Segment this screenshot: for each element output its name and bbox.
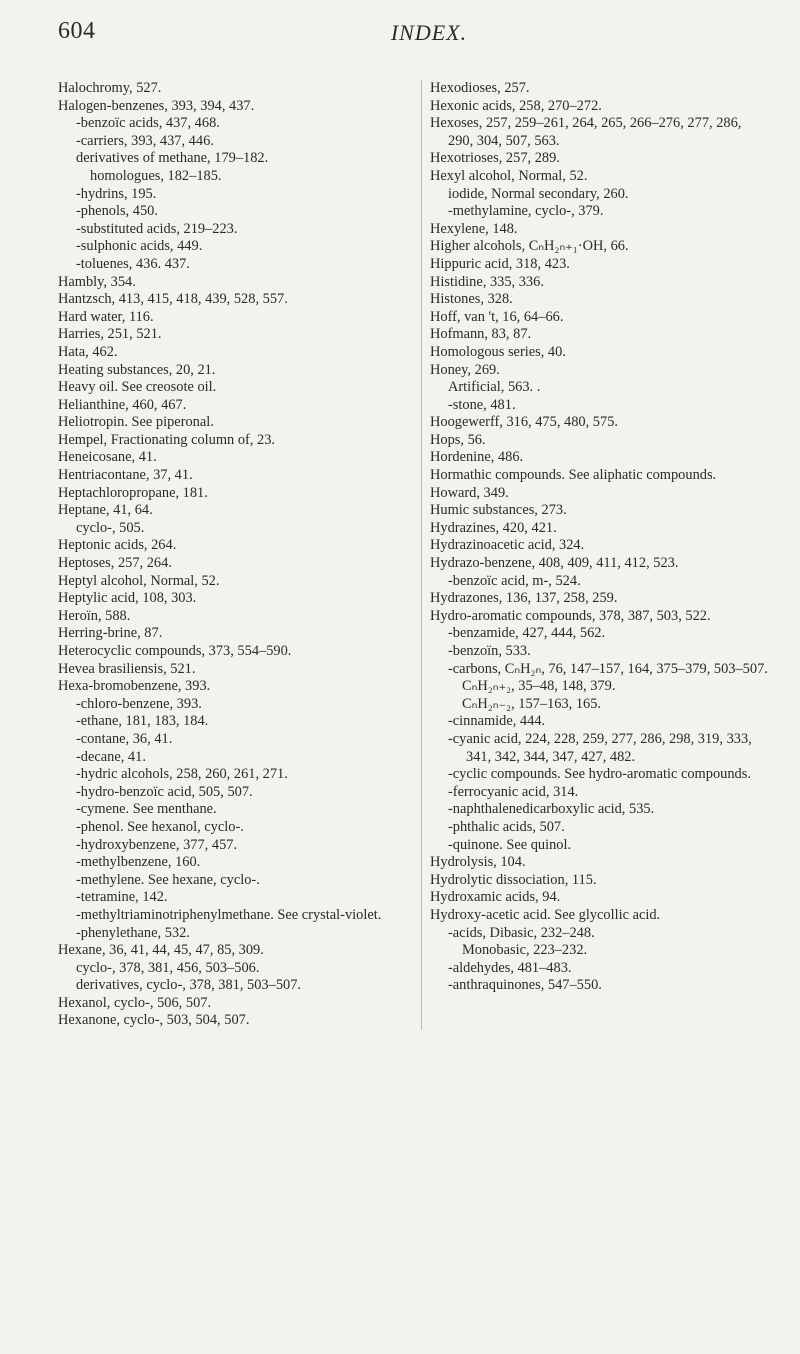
index-entry: -methyltriaminotriphenylmethane. See crystal-violet. (76, 906, 382, 923)
index-entry: Heliotropin. See piperonal. (58, 414, 214, 431)
index-entry: -benzoïc acids, 437, 468. (76, 115, 220, 132)
index-entry: Heptane, 41, 64. (58, 502, 153, 519)
index-entry: Halogen-benzenes, 393, 394, 437. (58, 97, 255, 114)
index-entry: Harries, 251, 521. (58, 326, 162, 343)
index-entry: Hexyl alcohol, Normal, 52. (430, 167, 588, 184)
index-entry: cyclo-, 505. (76, 519, 145, 536)
index-entry: -carbons, CₙH₂ₙ, 76, 147–157, 164, 375–379, 503–507. (448, 660, 768, 677)
index-entry: -cymene. See menthane. (76, 801, 217, 818)
index-entry: Histidine, 335, 336. (430, 273, 544, 290)
index-entry: Hambly, 354. (58, 273, 136, 290)
index-entry: Hydro-aromatic compounds, 378, 387, 503, 522. (430, 607, 711, 624)
index-entry: -ferrocyanic acid, 314. (448, 783, 579, 800)
index-entry: Helianthine, 460, 467. (58, 396, 187, 413)
index-columns (58, 80, 770, 1030)
index-entry: -stone, 481. (448, 396, 516, 413)
running-head: INDEX. (390, 20, 468, 45)
index-entry: Heptoses, 257, 264. (58, 555, 172, 572)
index-entry: Hexotrioses, 257, 289. (430, 150, 560, 167)
index-entry: -hydroxybenzene, 377, 457. (76, 836, 238, 853)
index-entry: -methylamine, cyclo-, 379. (448, 203, 604, 220)
index-entry: Hydrazo-benzene, 408, 409, 411, 412, 523. (430, 555, 679, 572)
index-entry: -benzoïn, 533. (448, 643, 531, 659)
index-entry: Hofmann, 83, 87. (430, 326, 532, 343)
index-entry: CₙH₂ₙ₋₂, 157–163, 165. (462, 695, 602, 712)
index-entry: -phenylethane, 532. (76, 924, 190, 941)
index-entry: -hydro-benzoïc acid, 505, 507. (76, 783, 253, 800)
index-entry: Herring-brine, 87. (58, 625, 163, 642)
index-entry: Hydroxamic acids, 94. (430, 889, 561, 906)
page-number: 604 (58, 18, 96, 44)
index-entry: -chloro-benzene, 393. (76, 695, 202, 712)
index-entry: Hydrolysis, 104. (430, 854, 526, 871)
index-entry: Hevea brasiliensis, 521. (58, 660, 196, 677)
index-entry: -methylene. See hexane, cyclo-. (76, 871, 260, 888)
index-entry: -aldehydes, 481–483. (448, 959, 572, 976)
index-entry: Hydrazines, 420, 421. (430, 519, 557, 536)
index-entry: Artificial, 563. . (448, 379, 541, 396)
index-entry: Heptonic acids, 264. (58, 537, 177, 554)
index-entry: Heptachloropropane, 181. (58, 484, 208, 501)
index-entry: Halochromy, 527. (58, 80, 162, 96)
index-entry: Hydroxy-acetic acid. See glycollic acid. (430, 906, 661, 923)
index-entry: Hexylene, 148. (430, 220, 518, 237)
index-entry: -ethane, 181, 183, 184. (76, 713, 209, 730)
index-entry: -contane, 36, 41. (76, 730, 173, 747)
index-entry: Higher alcohols, CₙH₂ₙ₊₁·OH, 66. (430, 238, 629, 255)
index-entry: derivatives of methane, 179–182. (76, 150, 269, 167)
index-entry: -methylbenzene, 160. (76, 854, 201, 871)
index-entry: Hordenine, 486. (430, 449, 524, 466)
index-entry: Hantzsch, 413, 415, 418, 439, 528, 557. (58, 291, 288, 308)
index-entry: Hexoses, 257, 259–261, 264, 265, 266–276, 277, 286, 290, 304, 507, 563. (430, 115, 742, 149)
index-entry: Heterocyclic compounds, 373, 554–590. (58, 643, 292, 659)
index-entry: Hoff, van 't, 16, 64–66. (430, 308, 564, 325)
index-entry: -substituted acids, 219–223. (76, 220, 238, 237)
index-entry: Hippuric acid, 318, 423. (430, 255, 570, 272)
index-entry: -decane, 41. (76, 748, 146, 765)
index-entry: -benzoïc acid, m-, 524. (448, 572, 581, 589)
index-entry: derivatives, cyclo-, 378, 381, 503–507. (76, 977, 302, 994)
page-header (58, 18, 760, 58)
index-entry: Hoogewerff, 316, 475, 480, 575. (430, 414, 618, 431)
index-entry: -cyclic compounds. See hydro-aromatic compounds. (448, 766, 751, 783)
index-entry: Howard, 349. (430, 484, 509, 501)
index-entry: iodide, Normal secondary, 260. (448, 185, 629, 202)
index-entry: Honey, 269. (430, 361, 500, 378)
index-entry: Hydrolytic dissociation, 115. (430, 871, 597, 888)
index-entry: -quinone. See quinol. (448, 836, 572, 853)
index-entry: -phenols, 450. (76, 203, 158, 220)
index-entry: -anthraquinones, 547–550. (448, 977, 602, 994)
index-entry: -cinnamide, 444. (448, 713, 546, 730)
index-entry: Hempel, Fractionating column of, 23. (58, 431, 276, 448)
index-entry: -benzamide, 427, 444, 562. (448, 625, 606, 642)
index-entry: Heptyl alcohol, Normal, 52. (58, 572, 220, 589)
index-entry: Hata, 462. (58, 343, 118, 360)
index-entry: -toluenes, 436. 437. (76, 255, 190, 272)
index-entry: Homologous series, 40. (430, 343, 566, 360)
index-entry: Hops, 56. (430, 431, 486, 448)
index-entry: -hydrins, 195. (76, 185, 157, 202)
index-entry: -acids, Dibasic, 232–248. (448, 924, 595, 941)
index-entry: -phenol. See hexanol, cyclo-. (76, 818, 244, 835)
index-entry: -carriers, 393, 437, 446. (76, 132, 214, 149)
index-entry: Hentriacontane, 37, 41. (58, 467, 193, 484)
index-entry: homologues, 182–185. (90, 167, 222, 184)
index-entry: Humic substances, 273. (430, 502, 567, 519)
index-entry: Heavy oil. See creosote oil. (58, 379, 217, 396)
index-entry: Histones, 328. (430, 291, 513, 308)
index-entry: Hexanone, cyclo-, 503, 504, 507. (58, 1012, 250, 1029)
index-entry: Heneicosane, 41. (58, 449, 157, 466)
index-entry: -naphthalenedicarboxylic acid, 535. (448, 801, 655, 818)
index-entry: -phthalic acids, 507. (448, 818, 565, 835)
index-entry: -hydric alcohols, 258, 260, 261, 271. (76, 766, 288, 783)
index-entry: -cyanic acid, 224, 228, 259, 277, 286, 298, 319, 333, 341, 342, 344, 347, 427, 482. (448, 730, 752, 765)
index-entry: Monobasic, 223–232. (462, 942, 588, 959)
index-entry: -tetramine, 142. (76, 889, 168, 906)
index-entry: Heroïn, 588. (58, 607, 131, 624)
index-entry: Hexonic acids, 258, 270–272. (430, 97, 602, 114)
index-column-right (421, 80, 770, 1030)
index-entry: CₙH₂ₙ₊₂, 35–48, 148, 379. (462, 678, 616, 695)
index-entry: Hormathic compounds. See aliphatic compounds. (430, 467, 717, 484)
index-entry: Hard water, 116. (58, 308, 154, 325)
index-entry: -sulphonic acids, 449. (76, 238, 203, 255)
index-column-left (58, 80, 408, 1030)
index-entry: Heating substances, 20, 21. (58, 361, 216, 378)
index-entry: Hydrazinoacetic acid, 324. (430, 537, 585, 554)
index-entry: Heptylic acid, 108, 303. (58, 590, 197, 607)
index-entry: Hexane, 36, 41, 44, 45, 47, 85, 309. (58, 942, 264, 959)
index-entry: Hexanol, cyclo-, 506, 507. (58, 994, 212, 1011)
index-entry: Hexodioses, 257. (430, 80, 530, 96)
index-entry: Hexa-bromobenzene, 393. (58, 678, 211, 695)
index-entry: cyclo-, 378, 381, 456, 503–506. (76, 959, 260, 976)
index-entry: Hydrazones, 136, 137, 258, 259. (430, 590, 618, 607)
